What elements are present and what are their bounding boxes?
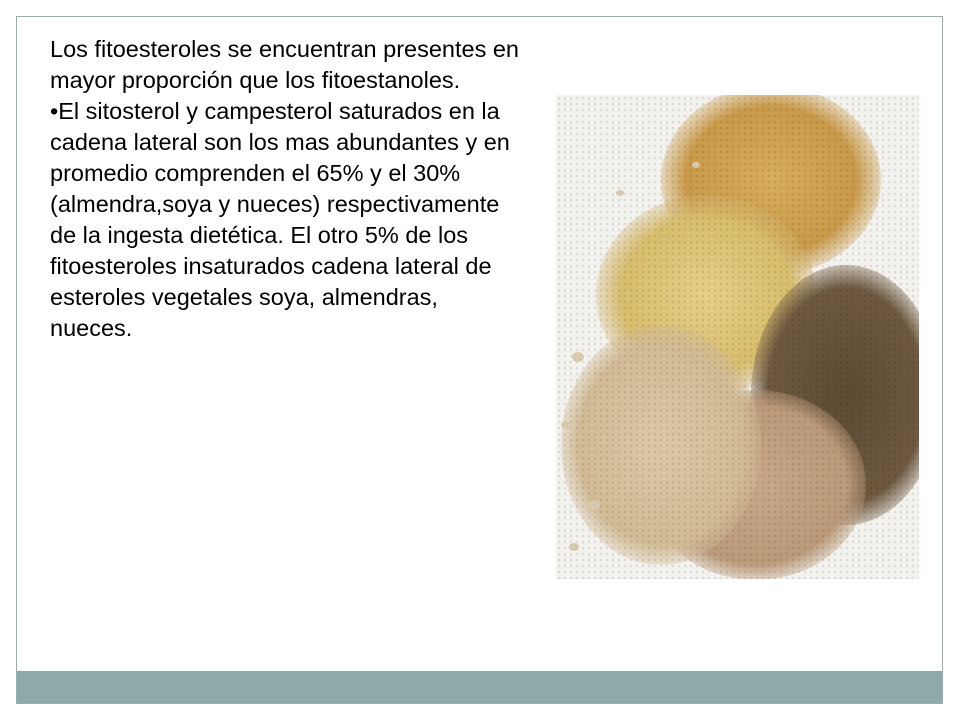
slide-text-block: [50, 34, 520, 344]
grains-photo: [556, 95, 919, 579]
paragraph-2: •El sitosterol y campesterol saturados en la cadena lateral son los mas abundantes y en promedio comprenden el 65% y el 30% (almendra,soya y nueces) respectivamente de la ingesta dietética. El otro 5% de los fitoesteroles insaturados cadena lateral de esteroles vegetales soya, almendras, nueces.: [50, 98, 510, 341]
footer-band: [17, 671, 942, 703]
paragraph-1: Los fitoesteroles se encuentran presentes en mayor proporción que los fitoestanoles.: [50, 36, 519, 93]
grains-illustration: [556, 95, 919, 579]
